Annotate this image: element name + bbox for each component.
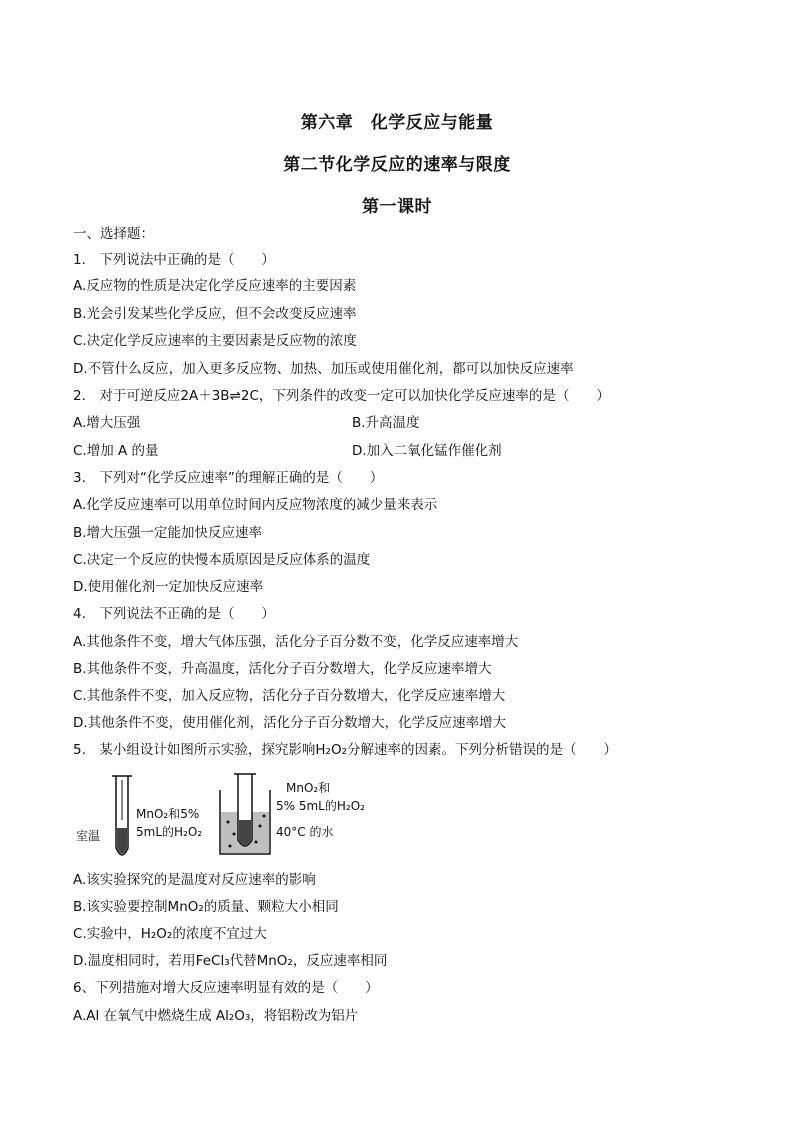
question-5-option-d: D.温度相同时，若用FeCl₃代替MnO₂，反应速率相同 [73,953,388,969]
question-4-option-b: B.其他条件不变，升高温度，活化分子百分数增大，化学反应速率增大 [73,661,492,677]
question-5-stem: 5. 某小组设计如图所示实验，探究影响H₂O₂分解速率的因素。下列分析错误的是（ ） [73,742,617,758]
question-1-option-b: B.光会引发某些化学反应，但不会改变反应速率 [73,306,357,322]
beaker-icon [220,774,270,854]
section-title: 第二节化学反应的速率与限度 [283,155,511,175]
question-2-option-a: A.增大压强 [73,415,141,431]
question-3-stem: 3. 下列对“化学反应速率”的理解正确的是（ ） [73,470,384,486]
question-5-option-b: B.该实验要控制MnO₂的质量、颗粒大小相同 [73,899,339,915]
question-4-option-a: A.其他条件不变，增大气体压强，活化分子百分数不变，化学反应速率增大 [73,634,519,650]
question-3-option-a: A.化学反应速率可以用单位时间内反应物浓度的减少量来表示 [73,497,438,513]
test-tube-icon [112,776,132,855]
lesson-title: 第一课时 [362,197,432,217]
question-2-option-b: B.升高温度 [352,415,420,431]
question-1-stem: 1. 下列说法中正确的是（ ） [73,252,275,268]
figure-beaker-label-2: 5% 5mL的H₂O₂ [276,799,365,813]
question-1-option-c: C.决定化学反应速率的主要因素是反应物的浓度 [73,333,357,349]
question-3-option-b: B.增大压强一定能加快反应速率 [73,525,263,541]
question-5-option-c: C.实验中，H₂O₂的浓度不宜过大 [73,926,267,942]
figure-beaker-label-3: 40°C 的水 [276,825,334,839]
experiment-diagram [70,770,390,866]
question-3-option-c: C.决定一个反应的快慢本质原因是反应体系的温度 [73,552,371,568]
chapter-title: 第六章 化学反应与能量 [300,113,494,133]
figure-tube-label-2: 5mL的H₂O₂ [136,825,203,839]
question-5-option-a: A.该实验探究的是温度对反应速率的影响 [73,872,316,888]
question-4-stem: 4. 下列说法不正确的是（ ） [73,606,275,622]
section-label: 一、选择题： [73,226,154,242]
question-1-option-d: D.不管什么反应，加入更多反应物、加热、加压或使用催化剂，都可以加快反应速率 [73,361,574,377]
question-2-option-c: C.增加 A 的量 [73,443,159,459]
figure-beaker-label-1: MnO₂和 [286,781,331,795]
question-4-option-c: C.其他条件不变，加入反应物，活化分子百分数增大，化学反应速率增大 [73,688,506,704]
question-3-option-d: D.使用催化剂一定加快反应速率 [73,579,264,595]
question-1-option-a: A.反应物的性质是决定化学反应速率的主要因素 [73,278,357,294]
figure-left-label: 室温 [76,829,101,843]
question-6-stem: 6、下列措施对增大反应速率明显有效的是（ ） [73,980,379,996]
figure-tube-label-1: MnO₂和5% [136,807,200,821]
question-6-option-a: A.Al 在氧气中燃烧生成 Al₂O₃，将铝粉改为铝片 [73,1008,359,1024]
question-4-option-d: D.其他条件不变，使用催化剂，活化分子百分数增大，化学反应速率增大 [73,715,507,731]
question-2-stem: 2. 对于可逆反应2A＋3B⇌2C，下列条件的改变一定可以加快化学反应速率的是（ ） [73,388,610,404]
experiment-figure [70,770,390,866]
question-2-option-d: D.加入二氧化锰作催化剂 [352,443,502,459]
